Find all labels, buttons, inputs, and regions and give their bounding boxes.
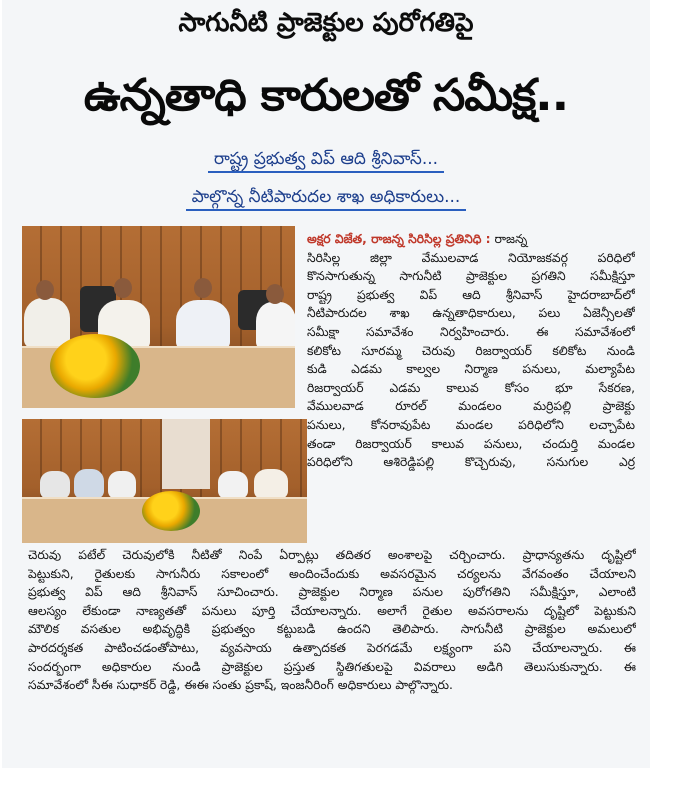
body-line: ప్రభుత్వ విప్ ఆది శ్రీనివాస్ సూచించారు. ప్రాజెక్టుల నిర్మాణ పనుల పురోగతిని సమీక్షిస్తూ, ఎలాంటి: [28, 585, 636, 600]
flower-bouquet: [142, 491, 200, 531]
person: [24, 298, 70, 348]
body-line: సందర్భంగా అధికారుల నుండి ప్రాజెక్టుల ప్రస్తుత స్థితిగతులపై వివరాలు అడిగి తెలుసుకున్నారు. ఈ: [28, 659, 636, 674]
subheading-1: [2, 149, 650, 173]
window-panel: [162, 419, 210, 489]
article-full-text: [28, 546, 636, 695]
body-line: పెట్టుకుని, రైతులకు సాగునీరు సకాలంలో అందించేందుకు అవసరమైన చర్యలను వేగవంతం చేయాలని: [28, 566, 636, 581]
meeting-photo-1: [22, 226, 295, 408]
body-line: మౌలిక వసతుల అభివృద్ధికి ప్రభుత్వం కట్టుబడి ఉందని తెలిపారు. సాగునీటి ప్రాజెక్టుల అమలులో: [28, 622, 636, 637]
article-kicker: సాగునీటి ప్రాజెక్టుల పురోగతిపై: [178, 8, 474, 38]
column-line: పనులు, కోనరావుపేట మండల పరిధిలోని లచ్చాపేట: [307, 417, 635, 432]
column-line: కుడి ఎడమ కాల్వల నిర్మాణ పనులు, మల్యాపేట: [307, 362, 635, 377]
column-line: కొనసాగుతున్న సాగునీటి ప్రాజెక్టుల ప్రగతిని సమీక్షిస్తూ: [307, 269, 635, 284]
person-head: [266, 284, 284, 304]
body-line: పారదర్శకత పాటించడంతోపాటు, వ్యవసాయ ఉత్పాదకత పెరగడమే లక్ష్యంగా పని చేయాలన్నారు. ఈ: [28, 640, 636, 655]
article-column-text: [307, 230, 635, 472]
flower-bouquet: [50, 334, 140, 398]
article-byline: అక్షర విజేత, రాజన్న సిరిసిల్ల ప్రతినిధి :: [307, 232, 491, 246]
subheading-2-text: పాల్గొన్న నీటిపారుదల శాఖ అధికారులు...: [186, 187, 467, 211]
person-head: [36, 280, 54, 300]
person: [256, 302, 295, 350]
column-line: పరిధిలోని ఆశిరెడ్డిపల్లి కొచ్చెరువు, సనుగుల ఎర్ర: [307, 455, 635, 470]
person: [108, 471, 136, 499]
column-line: రిజర్వాయర్ ఎడమ కాలువ కోసం భూ సేకరణ,: [307, 380, 635, 395]
column-line: కలికోట సూరమ్మ చెరువు రిజర్వాయర్ కలికోట నుండి: [307, 343, 635, 358]
column-line: వేములవాడ రూరల్ మండలం మర్రిపల్లి ప్రాజెక్టు: [307, 399, 635, 414]
person-head: [114, 278, 132, 298]
column-line: రాష్ట్ర ప్రభుత్వ విప్ ఆది శ్రీనివాస్ హైదరాబాద్‌లో: [307, 287, 635, 302]
body-line: ఆలస్యం లేకుండా నాణ్యతతో పనులు పూర్తి చేయాలన్నారు. అలాగే రైతుల అవసరాలను దృష్టిలో పెట్టుకుని: [28, 603, 636, 618]
person: [40, 471, 70, 499]
person: [254, 469, 288, 499]
person-head: [194, 278, 212, 298]
person: [176, 300, 230, 350]
person: [74, 469, 104, 499]
byline-line: [307, 230, 635, 249]
column-line: సమీక్షా సమావేశం నిర్వహించారు. ఈ సమావేశంలో: [307, 324, 635, 339]
column-line: నీటిపారుదల శాఖ ఉన్నతాధికారులు, పలు ఏజెన్సీలతో: [307, 306, 635, 321]
subheading-2: [2, 187, 650, 211]
person: [218, 471, 248, 499]
column-line: రాజన్న: [490, 232, 528, 246]
meeting-photo-2: [22, 419, 307, 543]
body-line: చెరువు పటేల్ చెరువులోకి నీటితో నింపే ఏర్పాట్లు తదితర అంశాలపై చర్చించారు. ప్రాధాన్యతను దృష్టిలో: [28, 548, 636, 562]
article-headline: ఉన్నతాధి కారులతో సమీక్ష..: [83, 70, 569, 121]
newspaper-clipping: [2, 0, 650, 768]
column-line: సిరిసిల్ల జిల్లా వేములవాడ నియోజకవర్గ పరిధిలో: [307, 250, 635, 265]
subheading-1-text: రాష్ట్ర ప్రభుత్వ విప్ ఆది శ్రీనివాస్...: [208, 149, 444, 173]
body-line: సమావేశంలో సీఈ సుధాకర్ రెడ్డి, ఈఈ సంతు ప్రకాష్, ఇంజనీరింగ్ అధికారులు పాల్గొన్నారు.: [28, 678, 453, 693]
column-line: తండా రిజర్వాయర్ కాలువ పనులు, చందుర్తి మండల: [307, 436, 635, 451]
